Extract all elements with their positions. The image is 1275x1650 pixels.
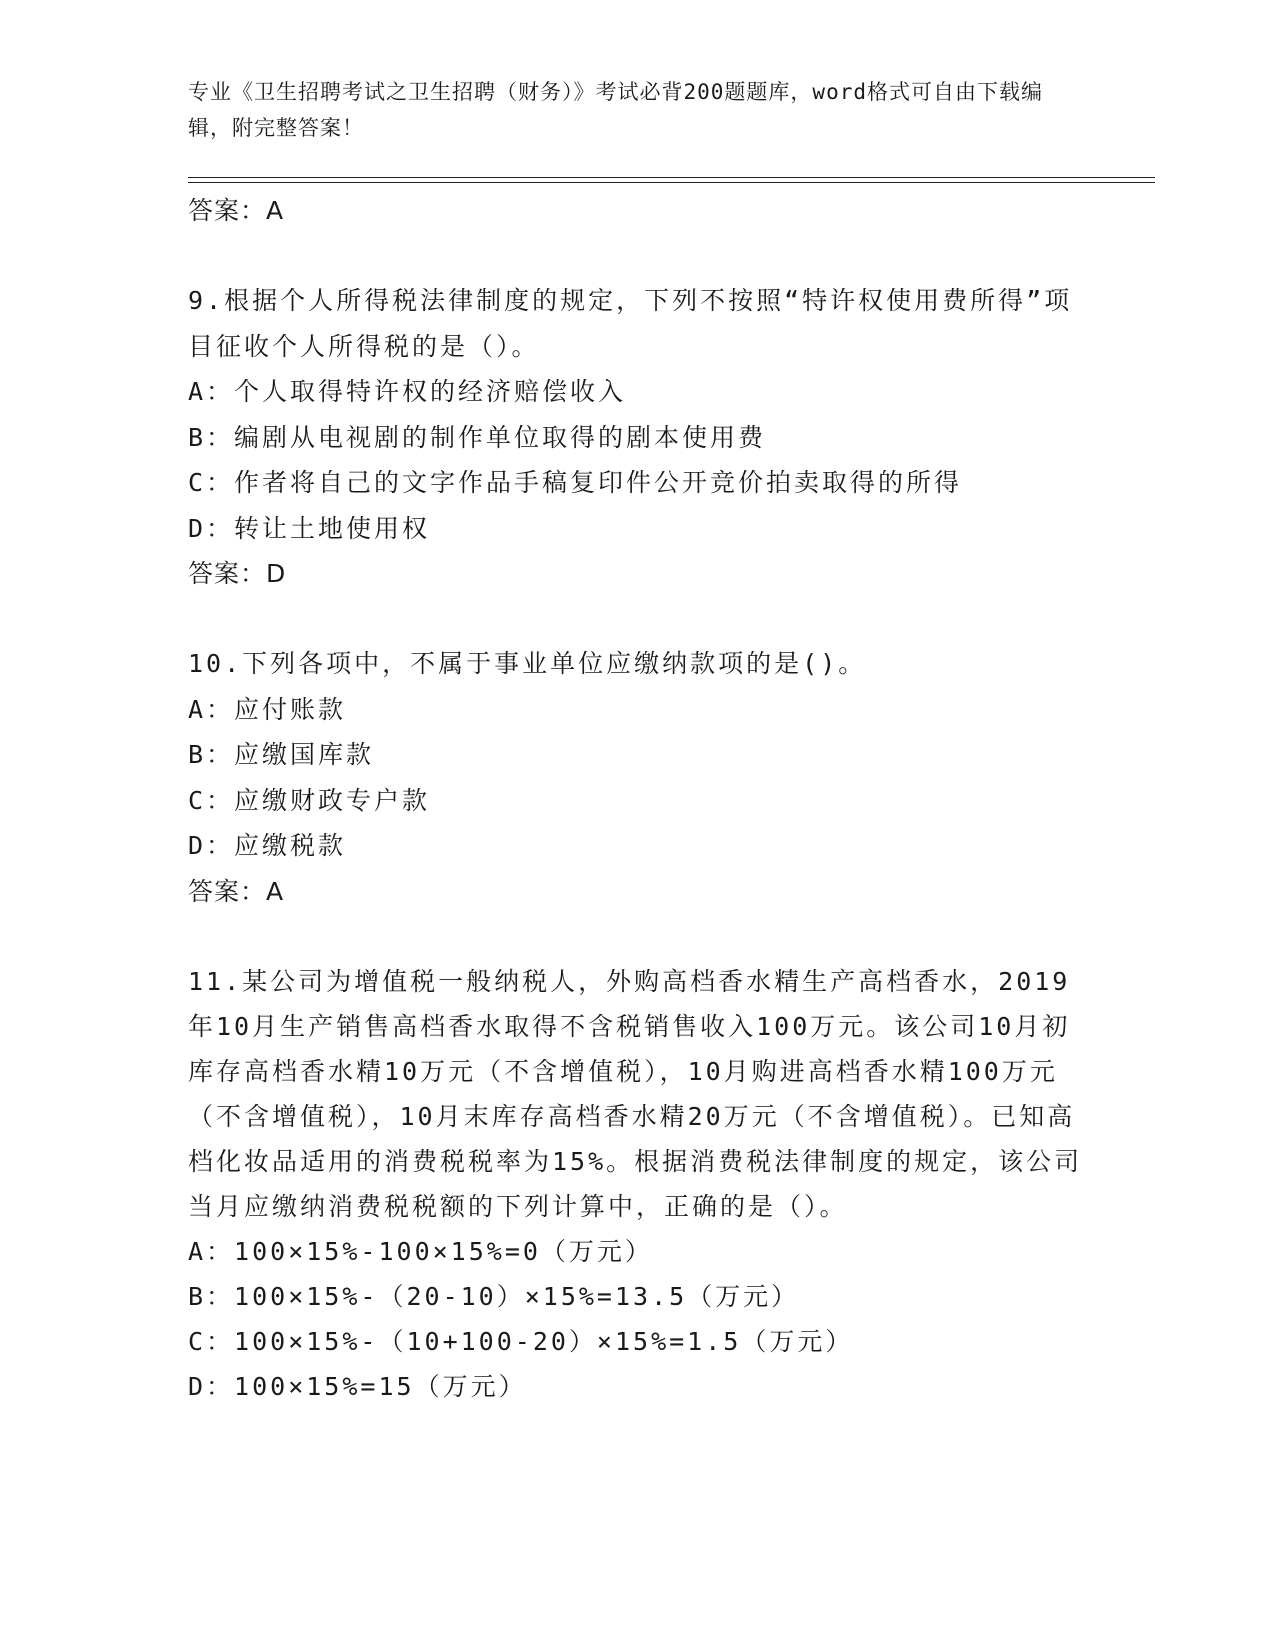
option-b: B：编剧从电视剧的制作单位取得的剧本使用费 [188, 422, 767, 452]
header-divider-top [188, 177, 1155, 178]
option-b: B：应缴国库款 [188, 740, 375, 769]
question-stem: 11.某公司为增值税一般纳税人，外购高档香水精生产高档香水，2019年10月生产销售高档香水取得不含税销售收入100万元。该公司10月初库存高档香水精10万元（不含增值税），10月购进高档香水精100万元（不含增值税），10月末库存高档香水精20万元（不含增值税）。已知高档化妆品适用的消费税税率为15%。根据消费税法律制度的规定，该公司当月应缴纳消费税税额的下列计算中，正确的是（）。 [188, 966, 1083, 1221]
option-c: C：作者将自己的文字作品手稿复印件公开竞价拍卖取得的所得 [188, 468, 963, 497]
option-d: D：应缴税款 [188, 831, 347, 860]
page-header: 专业《卫生招聘考试之卫生招聘（财务）》考试必背200题题库，word格式可自由下载编辑，附完整答案！ [188, 80, 1043, 140]
question-list [188, 188, 1088, 1409]
option-c: C：应缴财政专户款 [188, 785, 431, 815]
question-9 [188, 278, 1088, 597]
option-a: A：应付账款 [188, 694, 347, 724]
option-a: A：100×15%-100×15%=0（万元） [188, 1236, 653, 1266]
spacer [188, 597, 1088, 641]
spacer [188, 915, 1088, 959]
option-d: D：100×15%=15（万元） [188, 1371, 527, 1401]
answer-line: 答案：D [188, 559, 287, 588]
question-10 [188, 641, 1088, 915]
option-b: B：100×15%-（20-10）×15%=13.5（万元） [188, 1281, 800, 1311]
answer-line: 答案：A [188, 876, 285, 906]
option-c: C：100×15%-（10+100-20）×15%=1.5（万元） [188, 1326, 854, 1356]
answer-line-q8: 答案：A [188, 196, 285, 225]
spacer [188, 234, 1088, 278]
question-stem: 9.根据个人所得税法律制度的规定，下列不按照“特许权使用费所得”项目征收个人所得税的是（）。 [188, 286, 1073, 361]
option-a: A：个人取得特许权的经济赔偿收入 [188, 377, 627, 406]
option-d: D：转让土地使用权 [188, 513, 431, 543]
question-11 [188, 959, 1088, 1409]
header-divider-bottom [188, 182, 1155, 183]
question-stem: 10.下列各项中，不属于事业单位应缴纳款项的是()。 [188, 649, 867, 678]
